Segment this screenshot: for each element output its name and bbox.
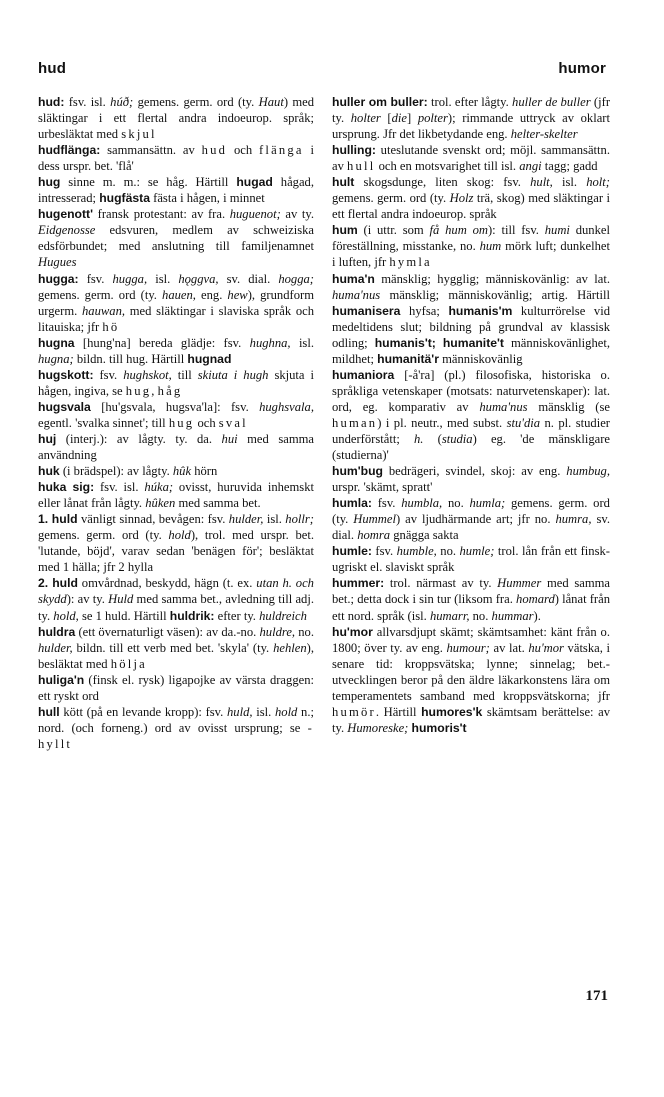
headword: humanis't; [374,335,436,350]
headword: huma'n [332,271,375,286]
dictionary-entry-hugna [38,335,314,367]
dictionary-entry-huligan [38,672,314,704]
entry-text: fransk protestant: av fra. [93,207,230,222]
etymon-italic: hummar [491,608,534,623]
entry-text: mänsklig; människovänlig; artig. Härtill [380,287,610,302]
etymon-italic: angi [519,159,542,174]
entry-text: eng. [195,287,228,302]
entry-text: trol. lån från ett finsk-ugriskt el. slaviskt språk [332,544,610,575]
headword: humla: [332,496,372,511]
etymon-italic: homra [357,528,391,543]
etymon-italic: skiuta i hugh [197,367,269,382]
etymon-italic: hehlen [273,640,307,655]
entry-text: med samma användning [38,431,315,463]
etymon-italic: humour; [446,640,490,655]
entry-text: ), trol. med urspr. bet. 'lutande, böjd', varav sedan 'benägen för'; besläktat med 1 hälla; jfr 2 hylla [38,528,314,575]
cross-reference: human [332,415,378,430]
cross-reference: humör [332,704,376,719]
etymon-italic: hui [221,431,238,446]
dictionary-entry-hug [38,174,314,206]
dictionary-entry-humor [332,624,610,736]
headword: huka sig: [38,480,95,495]
entry-text: till [171,367,198,382]
etymon-italic: hold [168,528,191,543]
entry-text: gemens. germ. ord (ty. [38,528,169,543]
headword: huller om buller: [332,95,428,109]
entry-text: isl. [263,512,286,527]
etymon-italic: húð; [110,95,134,109]
etymon-italic: huller de buller [512,95,591,109]
entry-text: gemens. germ. ord (ty. [38,287,163,302]
headword: huldrik: [169,608,215,623]
entry-text: isl. [552,175,587,190]
etymon-italic: huguenot; [229,207,281,222]
entry-text: ); rimmande uttryck av oklart ursprung. Jfr det likbetydande eng. [332,111,610,142]
entry-text: fsv. isl. [94,480,145,495]
dictionary-entry-hult [332,174,610,222]
dictionary-entry-hugskott [38,367,314,399]
right-guideword: humor [558,60,606,77]
dictionary-entry-huka [38,479,314,511]
etymon-italic: humbug, [566,464,610,479]
etymon-italic: huld, [227,704,253,719]
entry-text: med samma bet. [175,496,261,511]
dictionary-entry-human [332,271,610,367]
dictionary-entry-hummer [332,575,610,623]
headword: hugad [236,175,273,190]
etymon-italic: hûken [145,496,176,511]
entry-text: no. [436,544,460,559]
etymon-italic: húka; [144,480,174,495]
etymon-italic: humi [544,223,570,238]
entry-text: no. [295,624,315,639]
entry-text: n.; nord. (och forneng.) ord av ovisst ursprung; se [38,704,314,735]
entry-text: med släktingar i slaviska språk och litauiska; jfr [38,303,315,334]
headword: humoris't [411,720,467,735]
headword: huk [38,464,60,479]
entry-text: no. [469,608,492,623]
dictionary-entry-humle [332,543,610,575]
headword: humanis'm [448,303,513,318]
etymon-italic: die [391,111,408,126]
headword: humores'k [421,704,483,719]
etymon-italic: humra, [555,512,592,527]
entry-text: uteslutande svenskt ord; möjl. sammansättn. av [332,143,610,174]
dictionary-entry-huk [38,463,314,479]
headword: humanisera [332,303,401,318]
dictionary-entry-hugsvala [38,399,314,431]
entry-text: gemens. germ. ord (ty. [332,496,610,527]
entry-text: [hung'na] bereda glädje: fsv. [74,335,250,350]
dictionary-entry-hull [38,704,314,752]
etymon-italic: humble, [396,544,437,559]
entry-text [436,336,443,350]
headword: hugfästa [99,191,150,206]
dictionary-entry-huldra [38,624,314,672]
entry-text: sammansättn. av [100,143,202,158]
etymon-italic: huldre, [259,624,296,639]
entry-text: ) av ljudhärmande art; jfr no. [395,512,556,527]
headword: hull [38,704,60,719]
etymon-italic: Huld [108,592,134,607]
entry-text: hyfsa; [400,303,449,318]
headword: huliga'n [38,672,85,687]
etymon-italic: få hum om [429,223,488,238]
entry-text: och en motsvarighet till isl. [375,159,520,174]
headword: hud: [38,95,65,109]
etymon-italic: humbla, [401,496,443,511]
etymon-italic: hughsvala, [259,399,314,414]
entry-text: (ett övernaturligt väsen): av da.-no. [75,624,260,639]
page-number: 171 [585,988,608,1004]
entry-text: allvarsdjupt skämt; skämtsamhet: känt från o. 1800; över ty. av eng. [332,624,610,655]
entry-text: (finsk el. rysk) ligapojke av värsta draggen: ett ryskt ord [38,672,314,703]
headword: hudflänga: [38,143,101,158]
entry-text: fsv. [371,496,402,511]
entry-text: tagg; gadd [541,159,598,174]
cross-reference: håg [157,383,183,398]
left-column [38,94,314,752]
entry-text: skjuta i hågen, ingiva, se [38,367,314,398]
entry-text: fsv. [78,271,113,286]
entry-text: vänligt sinnad, bevågen: fsv. [77,512,229,527]
entry-text: av lat. [489,640,529,655]
entry-text: efter ty. [214,608,260,623]
etymon-italic: polter [417,111,448,126]
etymon-italic: holter [350,111,381,126]
entry-text: ) med släktingar i ett flertal andra indoeurop. språk; urbesläktat med [38,95,315,142]
entry-text: gemens. germ. ord (ty. [133,95,259,109]
headword: hult [332,175,355,190]
etymon-italic: hew [227,287,248,302]
etymon-italic: Eidgenosse [38,223,96,238]
entry-text: trol. närmast av ty. [384,576,498,591]
cross-reference: sval [218,415,248,430]
etymon-italic: hauen, [162,287,196,302]
cross-reference: -hyllt [38,720,314,751]
entry-text: ): till fsv. [487,223,545,238]
etymon-italic: hogga; [278,271,314,286]
etymon-italic: hulder, [228,512,264,527]
entry-text: mänsklig; hygglig; människovänlig: av lat. [374,271,610,286]
etymon-italic: hult, [530,175,553,190]
cross-reference: hö [102,319,120,334]
cross-reference: hull [347,159,376,174]
entry-text: bedrägeri, svindel, skoj: av eng. [382,464,567,479]
entry-text: trol. efter lågty. [427,95,513,109]
dictionary-entry-hum [332,222,610,270]
entry-text: fsv. isl. [64,95,111,109]
etymon-italic: hum [479,239,502,254]
entry-text: kulturrörelse vid medeltidens slut; bildning på grundval av klassisk odling; [332,303,610,350]
entry-text: ), grundform urgerm. [38,287,314,318]
entry-text: ) lånat från ett nord. språk (isl. [332,592,611,623]
entry-text: (interj.): av lågty. ty. da. [56,431,222,446]
cross-reference: hölja [110,656,147,671]
headword: hummer: [332,576,385,591]
headword: humle: [332,544,372,559]
entry-text: vätska, i senare tid: kroppsvätska; lynne; sinnelag; bet.-utvecklingen beror på den äldre läkarkonstens lära om temperamentets samband med kroppsvätskorna; jfr [332,640,610,703]
dictionary-entry-hugenott [38,206,314,270]
entry-text: kött (på en levande kropp): fsv. [59,704,227,719]
dictionary-entry-humla [332,495,610,543]
etymon-italic: humle; [459,544,495,559]
entry-text: gnägga sakta [390,528,459,543]
cross-reference: flänga [258,143,304,158]
headword: huldra [38,624,76,639]
entry-text: , [151,383,158,398]
entry-text: hågad, intresserad; [38,175,314,206]
entry-text: ): av ty. [66,592,109,607]
entry-text: n. pl. studier underförstått; [332,415,610,446]
entry-text: egentl. 'svalka sinnet'; till [38,415,169,430]
entry-text: ), besläktat med [38,640,314,671]
etymon-italic: hold [274,704,298,719]
dictionary-entry-humbug [332,463,610,495]
etymon-italic: hollr; [285,512,314,527]
entry-text: hörn [191,464,218,479]
right-column [332,94,610,736]
headword: 1. huld [38,512,78,527]
entry-text: (i brädspel): av lågty. [59,464,173,479]
headword: hugna [38,335,75,350]
headword: hugga: [38,271,79,286]
entry-text: mörk luft; dunkelhet i luften, jfr [332,239,610,270]
entry-text: ) eg. 'de mänskligare (studierna)' [332,431,610,463]
entry-text: människovänlighet, mildhet; [332,335,610,366]
entry-text: edsvuren, medlem av schweiziska edsförbundet; med anslutning till familjenamnet [38,223,314,254]
etymon-italic: Holz [449,191,474,206]
entry-text: ( [423,431,442,446]
headword: humanitä'r [377,351,439,366]
entry-text: sv. dial. [218,271,279,286]
etymon-italic: hughna, [249,335,291,350]
etymon-italic: helter-skelter [510,127,578,142]
entry-text: och [194,415,219,430]
etymon-italic: hûk [172,464,192,479]
entry-text: omvårdnad, beskydd, hägn (t. ex. [77,576,257,591]
etymon-italic: Humoreske; [347,720,409,735]
entry-text: människovänlig [438,351,523,366]
cross-reference: skjul [121,127,157,142]
entry-text: fsv. [371,544,397,559]
cross-reference: hymla [389,255,432,270]
entry-text: sinne m. m.: se håg. Härtill [60,175,237,190]
cross-reference: hug [168,415,195,430]
etymon-italic: Hummer [497,576,542,591]
headword: hugenott' [38,207,94,222]
entry-text: . Härtill [375,704,422,719]
entry-text: (jfr ty. [332,95,611,126]
etymon-italic: Hummel [353,512,396,527]
entry-text: gemens. germ. ord (ty. [332,191,450,206]
etymon-italic: huldreich [259,608,307,623]
etymon-italic: hugna; [38,351,74,366]
headword: 2. huld [38,576,78,591]
entry-text: fsv. [93,367,124,382]
dictionary-entry-hugga [38,271,314,335]
entry-text: [ [380,111,392,126]
headword: hum [332,223,358,238]
entry-text: urspr. 'skämt, spratt' [332,480,433,495]
entry-text: ). [533,608,541,623]
headword: hugsvala [38,399,91,414]
headword: hum'bug [332,464,383,479]
etymon-italic: utan h. och skydd [38,576,314,607]
headword: hugskott: [38,367,94,382]
entry-text: sv. dial. [332,512,610,543]
entry-text: dunkel föreställning, misstanke, no. [332,223,610,254]
etymon-italic: stu'dia [506,415,541,430]
entry-text: ) i pl. neutr., med subst. [377,415,507,430]
etymon-italic: Hugues [38,255,77,270]
entry-text: och [227,143,259,158]
cross-reference: hud [201,143,228,158]
entry-text: skämtsam berättelse: av ty. [332,704,611,735]
dictionary-entry-huld2 [38,575,314,623]
entry-text: trä, skog) med släktingar i ett flertal andra indoeurop. språk [332,191,610,222]
headword: hug [38,175,61,190]
etymon-italic: holt; [586,175,610,190]
entry-text: med samma bet., avledning till adj. ty. [38,592,314,623]
headword: humanite't [442,335,504,350]
entry-text: se 1 huld. Härtill [78,608,170,623]
entry-text: no. [442,496,470,511]
left-guideword: hud [38,60,67,77]
entry-text: isl. [290,335,314,350]
etymon-italic: h. [414,431,424,446]
entry-text: med samma bet.; detta dock i sin tur (liksom fra. [332,576,610,607]
etymon-italic: hauwan, [81,303,126,318]
headword: hulling: [332,143,376,158]
etymon-italic: Haut [258,95,284,109]
entry-text: ] [407,111,418,126]
entry-text: fästa i hågen, i minnet [150,191,265,206]
entry-text: ovisst, huruvida inhemskt eller lånat från lågty. [38,480,315,511]
headword: humaniora [332,367,395,382]
entry-text: isl. [252,704,275,719]
headword: hugnad [187,351,232,366]
dictionary-entry-humaniora [332,367,610,463]
entry-text: bildn. till hug. Härtill [73,351,188,366]
etymon-italic: hold, [53,608,79,623]
dictionary-entry-huj [38,431,314,463]
etymon-italic: hulder, [38,640,73,655]
dictionary-entry-hulling [332,142,610,174]
dictionary-entry-huller [332,94,610,142]
dictionary-entry-hudflanga [38,142,314,174]
entry-text: mänsklig (se [527,399,610,414]
cross-reference: hug [125,383,152,398]
entry-text: i dess urspr. bet. 'flå' [38,143,314,174]
headword: huj [38,431,57,446]
entry-text: (i uttr. som [357,223,430,238]
headword: hu'mor [332,624,373,639]
dictionary-entry-huld1 [38,511,314,575]
etymon-italic: hu'mor [528,640,564,655]
etymon-italic: homard [516,592,555,607]
etymon-italic: humarr, [429,608,470,623]
entry-text: skogsdunge, liten skog: fsv. [354,175,531,190]
entry-text: [-å'ra] (pl.) filosofiska, historiska o. språkliga vetenskaper (motsats: naturvetenskaper): lat. ord, eg. komparativ av [332,367,610,414]
entry-text: bildn. till ett verb med bet. 'skyla' (ty. [72,640,274,655]
etymon-italic: hǫggva, [178,271,219,286]
etymon-italic: studia [441,431,473,446]
entry-text: av ty. [280,207,315,222]
etymon-italic: huma'nus [479,399,528,414]
dictionary-entry-hud [38,94,314,142]
etymon-italic: hugga, [112,271,148,286]
entry-text: isl. [147,271,179,286]
etymon-italic: hughskot, [123,367,172,382]
etymon-italic: humla; [469,496,506,511]
etymon-italic: huma'nus [332,287,381,302]
entry-text: [hu'gsvala, hugsva'la]: fsv. [90,399,260,414]
